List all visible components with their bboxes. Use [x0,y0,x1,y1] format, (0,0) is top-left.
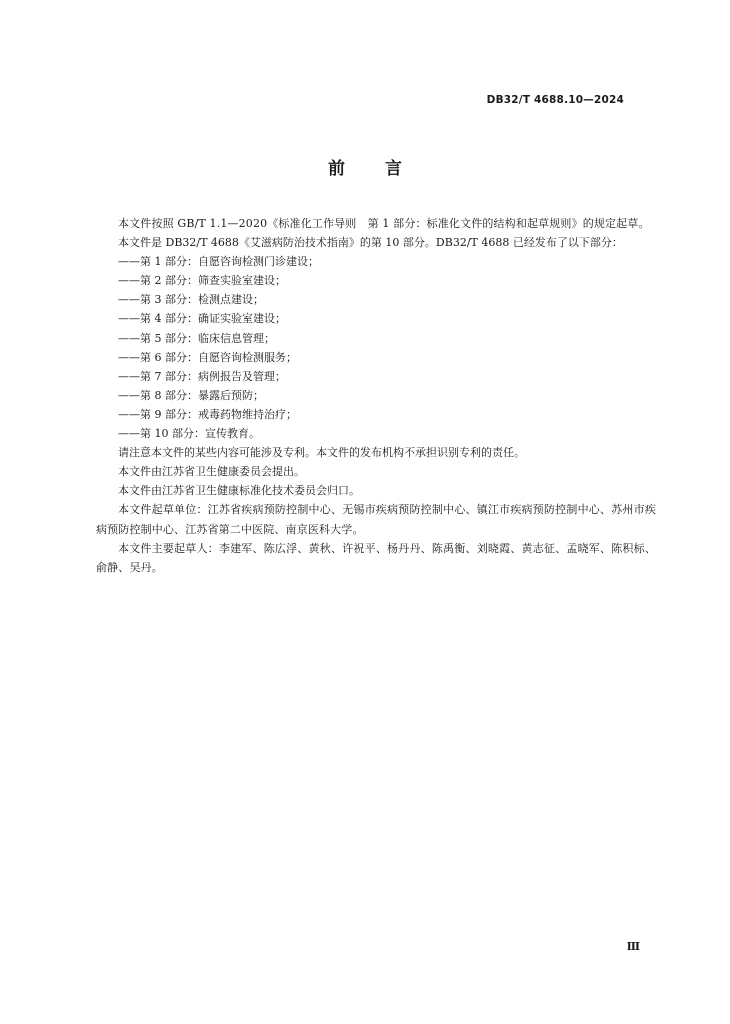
patent-notice-paragraph: 请注意本文件的某些内容可能涉及专利。本文件的发布机构不承担识别专利的责任。 [118,446,525,460]
part-list-item-4: ——第 4 部分：确证实验室建设； [118,312,286,326]
proposer-paragraph: 本文件由江苏省卫生健康委员会提出。 [118,465,305,479]
part-list-item-1: ——第 1 部分：自愿咨询检测门诊建设； [118,255,319,269]
part-list-item-10: ——第 10 部分：宣传教育。 [118,427,260,441]
foreword-body [96,214,656,577]
centralized-unit-paragraph: 本文件由江苏省卫生健康标准化技术委员会归口。 [118,484,360,498]
part-list-item-8: ——第 8 部分：暴露后预防； [118,388,264,402]
page-title: 前言 [328,159,442,179]
part-list-item-7: ——第 7 部分：病例报告及管理； [118,369,286,383]
document-code: DB32/T 4688.10—2024 [486,94,624,106]
part-list-item-6: ——第 6 部分：自愿咨询检测服务； [118,350,297,364]
drafting-units-paragraph: 本文件起草单位：江苏省疾病预防控制中心、无锡市疾病预防控制中心、镇江市疾病预防控制中心、苏州市疾病预防控制中心、江苏省第二中医院、南京医科大学。 [96,503,656,536]
part-list-item-2: ——第 2 部分：筛查实验室建设； [118,274,286,288]
drafters-paragraph: 本文件主要起草人：李建军、陈広浮、黄秋、许祝平、杨丹丹、陈禹衡、刘晓霞、黄志征、孟晓军、陈积标、俞静、吴丹。 [96,541,656,574]
part-list-item-3: ——第 3 部分：检测点建设； [118,293,264,307]
intro-paragraph-2: 本文件是 DB32/T 4688《艾滋病防治技术指南》的第 10 部分。DB32/T 4688 已经发布了以下部分： [118,236,623,250]
page-number: Ⅲ [626,940,640,953]
part-list-item-5: ——第 5 部分：临床信息管理； [118,331,275,345]
intro-paragraph-1: 本文件按照 GB/T 1.1—2020《标准化工作导则 第 1 部分：标准化文件的结构和起草规则》的规定起草。 [118,217,650,230]
part-list-item-9: ——第 9 部分：戒毒药物维持治疗； [118,407,297,421]
